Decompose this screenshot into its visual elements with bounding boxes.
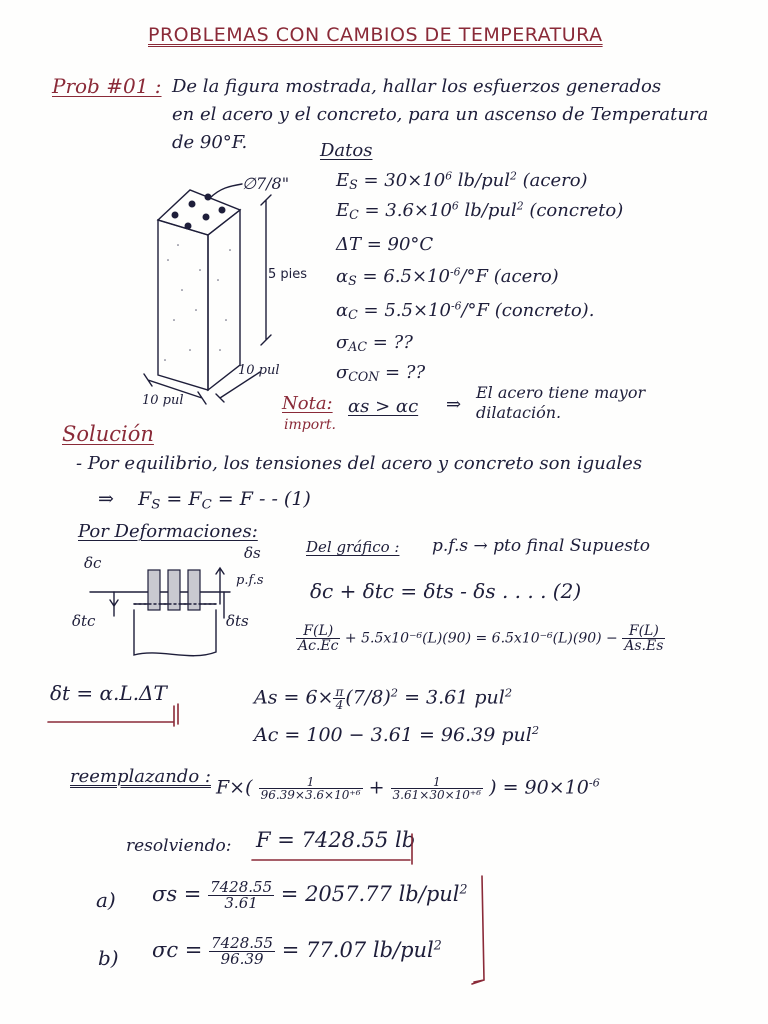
solucion-line-1: - Por equilibrio, los tensiones del acero y concreto son iguales	[76, 453, 643, 474]
label-pfs: p.f.s	[236, 573, 264, 588]
problem-line-2: en el acero y el concreto, para un ascenso de Temperatura	[172, 104, 709, 125]
width-label: 10 pul	[142, 393, 184, 408]
nota-arrow: ⇒	[446, 394, 462, 415]
answer-a-label: a)	[96, 888, 116, 912]
resolviendo-label: resolviendo:	[126, 836, 232, 856]
column-figure	[130, 160, 450, 420]
diameter-leader	[210, 184, 242, 198]
label-dtc: δtc	[72, 612, 96, 630]
datos-es: $E_S = 30\times 10^6$ lb/pul$^2$ (acero)	[336, 169, 588, 193]
equation-2: δc + δtc = δts - δs . . . . (2)	[310, 579, 582, 603]
label-dts: δts	[226, 612, 249, 630]
label-ds: δs	[244, 544, 261, 562]
formula-dt: δt = α.L.ΔT	[50, 681, 167, 705]
nota-text-1: El acero tiene mayor	[476, 383, 646, 402]
eq3-left-fraction: $\frac{F(L)}{Ac.Ec}$	[298, 623, 339, 654]
result-underline	[250, 830, 430, 866]
column-body	[158, 190, 240, 390]
nota-expression: αs > αc	[348, 396, 419, 417]
problem-label: Prob #01 :	[52, 74, 162, 98]
del-grafico-text: p.f.s → pto final Supuesto	[432, 536, 651, 556]
block-outline	[134, 610, 216, 656]
arrow-ds	[216, 568, 224, 604]
eq3-right-fraction: $\frac{F(L)}{As.Es}$	[624, 623, 664, 654]
depth-label: 10 pul	[238, 363, 280, 378]
nota-label: Nota:	[282, 393, 333, 414]
area-concrete: Ac = 100 − 3.61 = 96.39 pul$^2$	[254, 723, 540, 746]
solucion-heading: Solución	[62, 422, 154, 446]
solucion-line-2: ⇒ $F_S = F_C = F$ - - (1)	[98, 488, 311, 513]
area-steel: As = 6× $\frac{\pi}{4}$ $(7/8)^2 = 3.61$ pul$^2$	[254, 685, 513, 712]
reemplazando-equation: F×( $\frac{1}{\text{96.39×3.6×10⁺⁶}}$ + $\frac{1}{\text{3.61×30×10⁺⁶}}$ ) = $90\times 10^{-6}$	[216, 775, 600, 802]
page-title: PROBLEMAS CON CAMBIOS DE TEMPERATURA	[148, 24, 603, 46]
nota-sub: import.	[284, 417, 336, 433]
datos-dt: ΔT = 90°C	[336, 234, 434, 255]
problem-line-3: de 90°F.	[172, 132, 248, 153]
datos-alpha-c: $\alpha_C = 5.5\times 10^{-6}/^\circ F$ (concreto).	[336, 299, 595, 323]
deformaciones-heading: Por Deformaciones:	[78, 521, 258, 542]
problem-line-1: De la figura mostrada, hallar los esfuerzos generados	[172, 76, 662, 97]
diameter-label: ∅7/8"	[242, 174, 290, 193]
concrete-speckles	[164, 244, 231, 361]
reemplazando-label: reemplazando :	[70, 766, 211, 787]
answer-b-label: b)	[98, 946, 119, 970]
datos-alpha-s: $\alpha_S = 6.5\times 10^{-6}/^\circ F$ (acero)	[336, 265, 559, 289]
datos-sigma-ac: $\sigma_{AC}$ = ??	[336, 332, 413, 355]
datos-ec: $E_C = 3.6\times 10^6$ lb/pul$^2$ (concreto)	[336, 199, 624, 223]
answers-bracket	[470, 872, 510, 1002]
answer-b: σc = $\frac{7428.55}{96.39}$ = 77.07 lb/pul$^2$	[152, 934, 442, 968]
datos-sigma-con: $\sigma_{CON}$ = ??	[336, 362, 426, 385]
formula-dt-underline	[44, 700, 194, 730]
datos-heading: Datos	[320, 140, 373, 161]
height-label: 5 pies	[268, 267, 308, 282]
label-dc: δc	[84, 554, 102, 572]
equation-3: $\frac{F(L)}{Ac.Ec}$ + 5.5x10⁻⁶(L)(90) = 6.5x10⁻⁶(L)(90) − $\frac{F(L)}{As.Es}$	[298, 623, 664, 654]
nota-text-2: dilatación.	[476, 403, 562, 422]
resolviendo-result: F = 7428.55 lb	[256, 828, 416, 852]
answer-a: σs = $\frac{7428.55}{3.61}$ = 2057.77 lb/pul$^2$	[152, 878, 468, 912]
del-grafico-label: Del gráfico :	[306, 538, 400, 556]
